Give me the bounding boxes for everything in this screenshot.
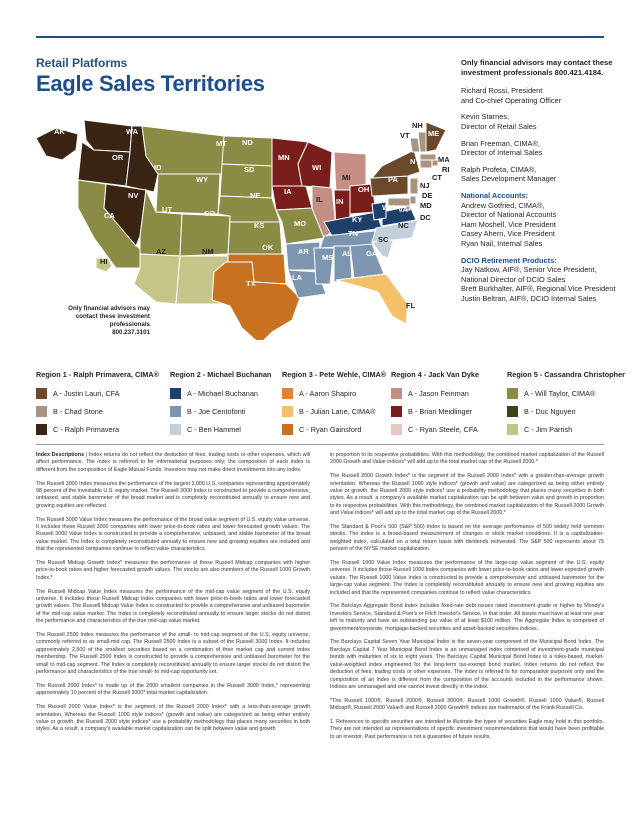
state-label-ca: CA bbox=[104, 211, 115, 220]
state-label-la: LA bbox=[292, 273, 302, 282]
state-label-ak: AK bbox=[54, 127, 65, 136]
description-paragraph: The Russell 2000 Value Index* is the segment of the Russell 2000 Index* with a less-than-average growth orientation. Whereas the Russell 1000 style indices* (growth and value) are categorized as being either entirely value or growth, the Russell 2000 style indices* use a probability methodology that places many securities in both styles. As a result, a company's available market capitalization can be split between value and growth bbox=[36, 704, 310, 733]
region-heading: Region 2 - Michael Buchanan bbox=[170, 370, 272, 379]
contact-name: Kevin Starnes, bbox=[461, 112, 510, 122]
contact-role: Director of Retail Sales bbox=[461, 121, 537, 131]
region-3 bbox=[282, 370, 386, 438]
description-paragraph: The Russell 2000 Index* is made up of the 2000 smallest companies in the Russell 3000 Index,* representing approximately 10 percent of the Russell 3000* total market capitalization. bbox=[36, 682, 310, 697]
state-label-nj: NJ bbox=[420, 181, 430, 190]
description-text: | Index returns do not reflect the deduction of fees, trading costs or other expenses, which will affect performance. The index is referred to for informational purposes only; the composition of each index is different from the composition of Eagle Mutual Funds. Investors may not make direct investments into any index. bbox=[36, 452, 310, 473]
contacts-panel bbox=[461, 58, 621, 310]
contact-entry bbox=[461, 165, 621, 184]
contact-name: Brian Freeman, CIMA®, bbox=[461, 138, 540, 148]
swatch bbox=[170, 424, 181, 435]
description-paragraph: 1. References to specific securities are intended to illustrate the types of securities Eagle may hold in this portfolio. They are not intended as representations of specific investment recommendations that would have been profitable to an investor. Past performance is not a guarantee of future results. bbox=[330, 718, 604, 740]
legend-item bbox=[282, 420, 386, 438]
swatch bbox=[282, 424, 293, 435]
legend-item bbox=[282, 402, 386, 420]
legend-item bbox=[391, 384, 479, 402]
swatch bbox=[36, 424, 47, 435]
legend-label: C - Jim Parrish bbox=[524, 424, 573, 434]
legend-item bbox=[282, 384, 386, 402]
state-label-az: AZ bbox=[156, 247, 166, 256]
legend-label: A - Jason Feinman bbox=[408, 388, 469, 398]
legend-item bbox=[36, 420, 159, 438]
region-4 bbox=[391, 370, 479, 438]
page-subtitle: Retail Platforms bbox=[36, 56, 128, 70]
state-label-tx: TX bbox=[246, 279, 256, 288]
state-label-me: ME bbox=[428, 129, 440, 138]
state-label-nh: NH bbox=[412, 121, 423, 130]
state-label-nv: NV bbox=[128, 191, 139, 200]
state-label-al: AL bbox=[342, 249, 352, 258]
state-label-or: OR bbox=[112, 153, 124, 162]
swatch bbox=[282, 388, 293, 399]
contact-line: Jay Natkow, AIF®, Senior Vice President, bbox=[461, 265, 597, 275]
description-paragraph: *The Russell 1000®, Russell 2000®, Russell 3000®, Russell 1000 Growth®, Russell 1000 Value®, Russell Midcap®, Russell 2000 Value® and Russell 2000 Growth® indices are trademarks of the Frank Russell Co. bbox=[330, 697, 604, 712]
page-title: Eagle Sales Territories bbox=[36, 71, 265, 96]
state-label-tn: TN bbox=[348, 229, 358, 238]
swatch bbox=[36, 406, 47, 417]
description-paragraph: The Russell 3000 Index measures the performance of the largest 3,000 U.S. companies representing approximately 98 percent of the investable U.S. equity market. The Russell 3000 Index is constructed to provide a comprehensive, unbiased, and stable barometer of the broad market and is completely reconstituted annually to ensure new and growing equities are reflected. bbox=[36, 480, 310, 509]
region-2 bbox=[170, 370, 271, 438]
legend-label: B - Julian Lane, CIMA® bbox=[299, 406, 376, 416]
state-label-mn: MN bbox=[278, 153, 290, 162]
state-label-id: ID bbox=[154, 163, 162, 172]
legend-item bbox=[36, 402, 159, 420]
legend-label: A - Justin Lauri, CFA bbox=[53, 388, 120, 398]
state-label-ct: CT bbox=[432, 173, 442, 182]
state-nj bbox=[410, 178, 418, 194]
contact-line: Casey Ahern, Vice President bbox=[461, 229, 555, 239]
state-label-wa: WA bbox=[126, 127, 139, 136]
state-label-sd: SD bbox=[244, 165, 255, 174]
descriptions-right-column bbox=[330, 452, 604, 748]
national-accounts-heading: National Accounts: bbox=[461, 190, 529, 200]
region-1 bbox=[36, 370, 159, 438]
national-accounts bbox=[461, 191, 621, 249]
legend-item bbox=[507, 402, 625, 420]
state-ct bbox=[420, 160, 432, 168]
contact-line: Director of National Accounts bbox=[461, 210, 557, 220]
state-de bbox=[410, 196, 416, 204]
state-label-hi: HI bbox=[100, 257, 108, 266]
region-heading: Region 1 - Ralph Primavera, CIMA® bbox=[36, 370, 159, 379]
state-label-in: IN bbox=[336, 197, 344, 206]
state-label-md: MD bbox=[420, 201, 432, 210]
legend-item bbox=[391, 402, 479, 420]
description-paragraph: The Barclays Capital Seven Year Municipal Index is the seven-year component of the Municipal Bond Index. The Barclays Capital 7 Year Municipal Bond Index is an unmanaged index comprised of investment-grade municipal bonds with maturities of six to eight years. The Barclays Capital Municipal Bond Index is a rules-based, market-value-weighted index engineered for the long-term tax-exempt bond market. Index returns do not reflect the deduction of fees, trading costs or other expenses. The index is referred to for comparative purposes only and the composition of an index is different from the composition of the accounts included in the performance shown. Indices are unmanaged and one cannot invest directly in the index. bbox=[330, 639, 604, 690]
dcio-heading: DCIO Retirement Products: bbox=[461, 255, 557, 265]
contacts-lead-line: investment professionals 800.421.4184. bbox=[461, 67, 604, 77]
state-label-fl: FL bbox=[406, 301, 416, 310]
legend-item bbox=[170, 402, 271, 420]
state-label-ga: GA bbox=[366, 249, 378, 258]
state-label-ut: UT bbox=[162, 205, 172, 214]
map-note bbox=[46, 305, 150, 337]
legend-label: B - Chad Stone bbox=[53, 406, 103, 416]
swatch bbox=[507, 424, 518, 435]
state-ma bbox=[420, 154, 436, 160]
state-label-ny: NY bbox=[410, 157, 421, 166]
descriptions-left-column bbox=[36, 452, 310, 740]
swatch bbox=[391, 424, 402, 435]
description-paragraph: The Russell 1000 Value Index measures the performance of the large-cap value segment of the U.S. equity universe. It includes those Russell 1000 Index companies with lower price-to-book ratios and lower expected growth values. The Russell 1000 Value Index is constructed to provide a comprehensive and unbiased barometer for the large-cap value segment. The Index is completely reconstituted annually to ensure new and growing equities are included and that the represented companies continue to reflect value characteristics bbox=[330, 560, 604, 596]
state-az bbox=[134, 254, 180, 304]
description-paragraph: The Russell Midcap Value Index measures the performance of the mid-cap value segment of the U.S. equity universe. It includes those Russell Midcap Index companies with lower price-to-book ratios and lower forecasted growth values. The Russell Midcap Value Index is constructed to provide a comprehensive and unbiased barometer of the mid-cap value market. The Index is completely reconstituted annually to ensure larger stocks do not distort the performance and characteristics of the true mid-cap value market. bbox=[36, 588, 310, 625]
map-note-line: contact these investment professionals bbox=[75, 313, 150, 328]
state-label-ar: AR bbox=[298, 247, 309, 256]
map-note-phone: 800.237.3101 bbox=[112, 329, 150, 336]
contact-line: Ryan Nail, Internal Sales bbox=[461, 238, 543, 248]
legend-item bbox=[170, 384, 271, 402]
contact-name: Ralph Profeta, CIMA®, bbox=[461, 164, 537, 174]
swatch bbox=[36, 388, 47, 399]
legend-label: C - Ryan Steele, CFA bbox=[408, 424, 478, 434]
state-label-va: VA bbox=[398, 205, 408, 214]
contact-role: and Co-chief Operating Officer bbox=[461, 95, 562, 105]
description-paragraph: The Russell 2500 Index measures the performance of the small- to mid-cap segment of the U.S. equity universe, commonly referred to as small-mid cap. The Russell 2500 Index is a subset of the Russell 3000 Index. It includes approximately 2,500 of the smallest securities based on a combination of their market cap and current index membership. The Russell 2500 Index is constructed to provide a comprehensive and unbiased barometer for the small to mid-cap segment. The Index is completely reconstituted annually to ensure larger stocks do not distort the performance and characteristics of the true small- to mid-cap opportunity set. bbox=[36, 632, 310, 676]
description-paragraph: in proportion to its respective probabilities. With this methodology, the combined market capitalization of the Russell 2000 Growth and Value indices* will add up to the total market cap of the Russell 2000.* bbox=[330, 452, 604, 466]
state-label-ky: KY bbox=[352, 215, 363, 224]
swatch bbox=[507, 388, 518, 399]
contact-name: Richard Rossi, President bbox=[461, 86, 543, 96]
legend-label: C - Ryan Gainsford bbox=[299, 424, 362, 434]
state-label-co: CO bbox=[204, 209, 216, 218]
description-paragraph: The Russell 2000 Growth Index* is the segment of the Russell 2000 Index* with a greater-than-average growth orientation. Whereas the Russell 1000 style indices* (growth and value) are categorized as being either entirely value or growth, the Russell 2000 style indices* use a probability methodology that places many securities in both styles. As a result, a company's available market capitalization can be split between value and growth in proportion to its respective probabilities. With this methodology, the combined market capitalization of the Russell 2000 Growth and Value indices* will add up to the total market cap of the Russell 2000.* bbox=[330, 473, 604, 517]
state-fl bbox=[336, 274, 408, 324]
region-legend bbox=[36, 370, 625, 440]
legend-label: B - Duc Nguyen bbox=[524, 406, 576, 416]
state-label-ms: MS bbox=[322, 253, 334, 262]
description-paragraph: The Russell 3000 Value Index measures the performance of the broad value segment of U.S. equity value universe. It includes those Russell 3000 companies with lower price-to-book ratios and lower forecasted growth values. The Russell 3000 Value Index is constructed to provide a comprehensive, unbiased, and stable barometer of the broad value market. The Index is completely reconstituted annually to ensure new and growing equities are included and that the represented companies continue to reflect value characteristics. bbox=[36, 516, 310, 553]
swatch bbox=[170, 388, 181, 399]
description-paragraph bbox=[36, 452, 310, 474]
top-rule bbox=[36, 36, 604, 38]
legend-label: A - Aaron Shapiro bbox=[299, 388, 357, 398]
state-label-sc: SC bbox=[378, 235, 389, 244]
contacts-lead-line: Only financial advisors may contact these bbox=[461, 58, 613, 67]
section-divider bbox=[36, 444, 604, 445]
contacts-lead bbox=[461, 58, 621, 77]
swatch bbox=[507, 406, 518, 417]
state-label-nd: ND bbox=[242, 138, 253, 147]
contact-line: Brett Burkhalter, AIF®, Regional Vice President bbox=[461, 284, 616, 294]
region-heading: Region 3 - Pete Wehle, CIMA® bbox=[282, 370, 387, 379]
state-label-mo: MO bbox=[294, 219, 307, 228]
state-label-ks: KS bbox=[254, 221, 265, 230]
state-nh bbox=[418, 132, 426, 152]
legend-label: A - Michael Buchanan bbox=[187, 388, 258, 398]
state-label-nc: NC bbox=[398, 221, 409, 230]
swatch bbox=[282, 406, 293, 417]
map-note-line: Only financial advisors may bbox=[68, 305, 150, 312]
legend-label: B - Brian Meidlinger bbox=[408, 406, 473, 416]
state-label-il: IL bbox=[316, 195, 323, 204]
state-label-ne: NE bbox=[250, 191, 261, 200]
contact-role: Director of Internal Sales bbox=[461, 148, 543, 158]
state-label-wi: WI bbox=[312, 163, 322, 172]
state-label-ri: RI bbox=[442, 165, 450, 174]
state-wa bbox=[84, 120, 132, 152]
state-label-mi: MI bbox=[342, 173, 351, 182]
state-ia bbox=[272, 186, 312, 210]
legend-item bbox=[507, 384, 625, 402]
state-label-ma: MA bbox=[438, 155, 450, 164]
legend-item bbox=[170, 420, 271, 438]
swatch bbox=[391, 388, 402, 399]
description-paragraph: The Standard & Poor's 500 (S&P 500) Index is based on the average performance of 500 widely held common stocks. The index is a broad-based measurement of changes in stock market conditions. It is a capitalization-weighted index, calculated on a total return basis with dividends reinvested. The S&P 500 represents about 75 percent of the NYSE market capitalization. bbox=[330, 524, 604, 553]
description-label: Index Descriptions bbox=[36, 452, 85, 458]
contact-entry bbox=[461, 139, 621, 158]
legend-label: C - Ben Hammel bbox=[187, 424, 241, 434]
contact-line: Justin Beltran, AIF®, DCIO Internal Sales bbox=[461, 293, 597, 303]
state-label-vt: VT bbox=[400, 131, 410, 140]
contact-entry bbox=[461, 112, 621, 131]
state-label-dc: DC bbox=[420, 213, 431, 222]
description-paragraph: The Russell Midcap Growth Index* measures the performance of those Russell Midcap companies with higher price-to-book ratios and higher forecasted growth values. The stocks are also members of the Russell 1000 Growth Index.* bbox=[36, 560, 310, 581]
state-label-pa: PA bbox=[388, 175, 398, 184]
region-5 bbox=[507, 370, 625, 438]
contact-line: National Director of DCIO Sales bbox=[461, 274, 566, 284]
legend-item bbox=[507, 420, 625, 438]
state-label-mt: MT bbox=[216, 139, 227, 148]
state-label-ok: OK bbox=[262, 243, 274, 252]
state-label-de: DE bbox=[422, 191, 433, 200]
dcio-products bbox=[461, 256, 621, 304]
state-label-wy: WY bbox=[196, 175, 209, 184]
swatch bbox=[170, 406, 181, 417]
contact-role: Sales Development Manager bbox=[461, 174, 557, 184]
region-heading: Region 4 - Jack Van Dyke bbox=[391, 370, 480, 379]
state-label-ia: IA bbox=[284, 187, 292, 196]
region-heading: Region 5 - Cassandra Christopher bbox=[507, 370, 625, 379]
contact-line: Andrew Gotfried, CIMA®, bbox=[461, 200, 545, 210]
legend-label: B - Joe Centofonti bbox=[187, 406, 246, 416]
legend-item bbox=[36, 384, 159, 402]
contact-entry bbox=[461, 86, 621, 105]
description-paragraph: The Barclays Aggregate Bond Index includes fixed-rate debt issues rated investment grade or higher by Moody's Investors Service, Standard & Poor's or Fitch Investor's Service, in that order. All issues must have at least one year left to maturity and have an outstanding par value of at least $100 million. The Aggregate Index is comprised of government/corporate, mortgage-backed securities and asset-backed securities indices. bbox=[330, 603, 604, 632]
legend-label: A - Will Taylor, CIMA® bbox=[524, 388, 596, 398]
state-label-oh: OH bbox=[358, 185, 370, 194]
state-label-nm: NM bbox=[202, 247, 214, 256]
state-label-wv: WV bbox=[382, 203, 395, 212]
legend-item bbox=[391, 420, 479, 438]
contact-line: Ham Moshell, Vice President bbox=[461, 219, 556, 229]
legend-label: C - Ralph Primavera bbox=[53, 424, 120, 434]
swatch bbox=[391, 406, 402, 417]
